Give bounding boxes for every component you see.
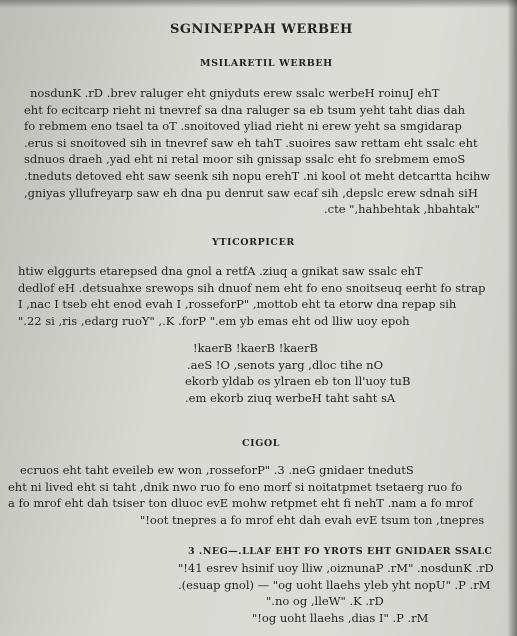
text-line: I ,nac I tseb eht enod evah I ,rosseforP" ,mottob eht ta etorw dna repap sih	[18, 297, 457, 312]
text-line: sdnuos draeh ,yad eht ni retal moor sih gnissap ssalc eht fo srebmem emoS	[24, 152, 466, 167]
verse-line: ekorb yldab os ylraen eb ton ll'uoy tuB	[185, 374, 411, 389]
text-line: htiw elggurts etarepsed dna gnol a retfA .ziuq a gnikat saw ssalc ehT	[18, 264, 423, 278]
verse-line: !kaerB !kaerB !kaerB	[193, 341, 318, 355]
verse-line: .em ekorb ziuq werbeH taht saht sA	[185, 390, 396, 405]
text-line: nosdunK .rD .brev raluger eht gniyduts erew ssalc werbeH roinuJ ehT	[30, 86, 440, 100]
dialogue-line: "!og uoht llaehs ,dias I" .P .rM	[252, 610, 429, 625]
text-line: .erus si snoitoved sih in tnevref saw eh tahT .suoires saw rettam eht ssalc eht	[24, 135, 478, 150]
dialogue-line: .(esuap gnol) — "og uoht llaehs yleb yht nopU" .P .rM	[178, 577, 491, 592]
text-line: .cte ",hahbehtak ,hbahtak"	[324, 202, 480, 217]
text-line: eht fo ecitcarp rieht ni tnevref sa dna raluger sa eb tsum yeht taht dias dah	[24, 102, 466, 117]
text-line: "!oot tnepres a fo mrof eht dah evah evE tsum ton ,tnepres	[140, 512, 485, 527]
text-line: .tneduts detoved eht saw seenk sih nopu erehT .ni kool ot meht detcartta hcihw	[24, 168, 491, 183]
verse-line: .aeS !O ,senots yarg ,dloc tihe nO	[187, 357, 384, 372]
page-edge-shadow-right	[507, 0, 517, 636]
section-2-verse	[185, 340, 410, 406]
section-3-paragraph	[8, 462, 484, 528]
section-heading-3: CIGOL	[242, 438, 281, 449]
page-edge-shadow-top	[0, 0, 517, 8]
text-line: ,gniyas yllufreyarp saw eh dna pu denrut saw ecaf sih ,depslc erew sdnah siH	[24, 185, 478, 200]
section-4-dialogue	[178, 560, 494, 626]
dialogue-line: ".no og ,lleW" .K .rD	[266, 594, 384, 609]
section-2-paragraph	[18, 263, 485, 329]
text-line: a fo mrof eht dah tsiser ton dluoc evE mohw retpmet eht fi nehT .nam a fo mrof	[8, 496, 474, 511]
page-title: SGNINEPPAH WERBEH	[170, 22, 353, 37]
section-1-paragraph	[24, 85, 490, 218]
text-line: fo rebmem eno tsael ta oT .snoitoved yliad rieht ni erew yeht sa smgidarap	[24, 119, 462, 134]
text-line: ecruos eht taht eveileb ew won ,rosseforP" .3 .neG gnidaer tnedutS	[20, 463, 414, 477]
text-line: eht ni lived eht si taht ,dnik nwo ruo fo eno morf si noitatpmet tsetaerg ruo fo	[8, 479, 463, 494]
section-heading-4: 3 .NEG—.LLAF EHT FO YROTS EHT GNIDAER SSALC	[188, 546, 493, 557]
text-line: dedlof eH .detsuahxe srewops sih dnuof nem eht fo eno snoitseuq eerht fo strap	[18, 280, 486, 295]
dialogue-line: "!41 esrev hsinif uoy lliw ,oiznunaP .rM" .nosdunK .rD	[178, 561, 494, 575]
section-heading-2: YTICORPICER	[212, 237, 295, 248]
text-line: ".22 si ,ris ,edarg ruoY" ,.K .forP ".em yb emas eht od lliw uoy epoh	[18, 313, 410, 328]
section-heading-1: MSILARETIL WERBEH	[200, 58, 333, 69]
